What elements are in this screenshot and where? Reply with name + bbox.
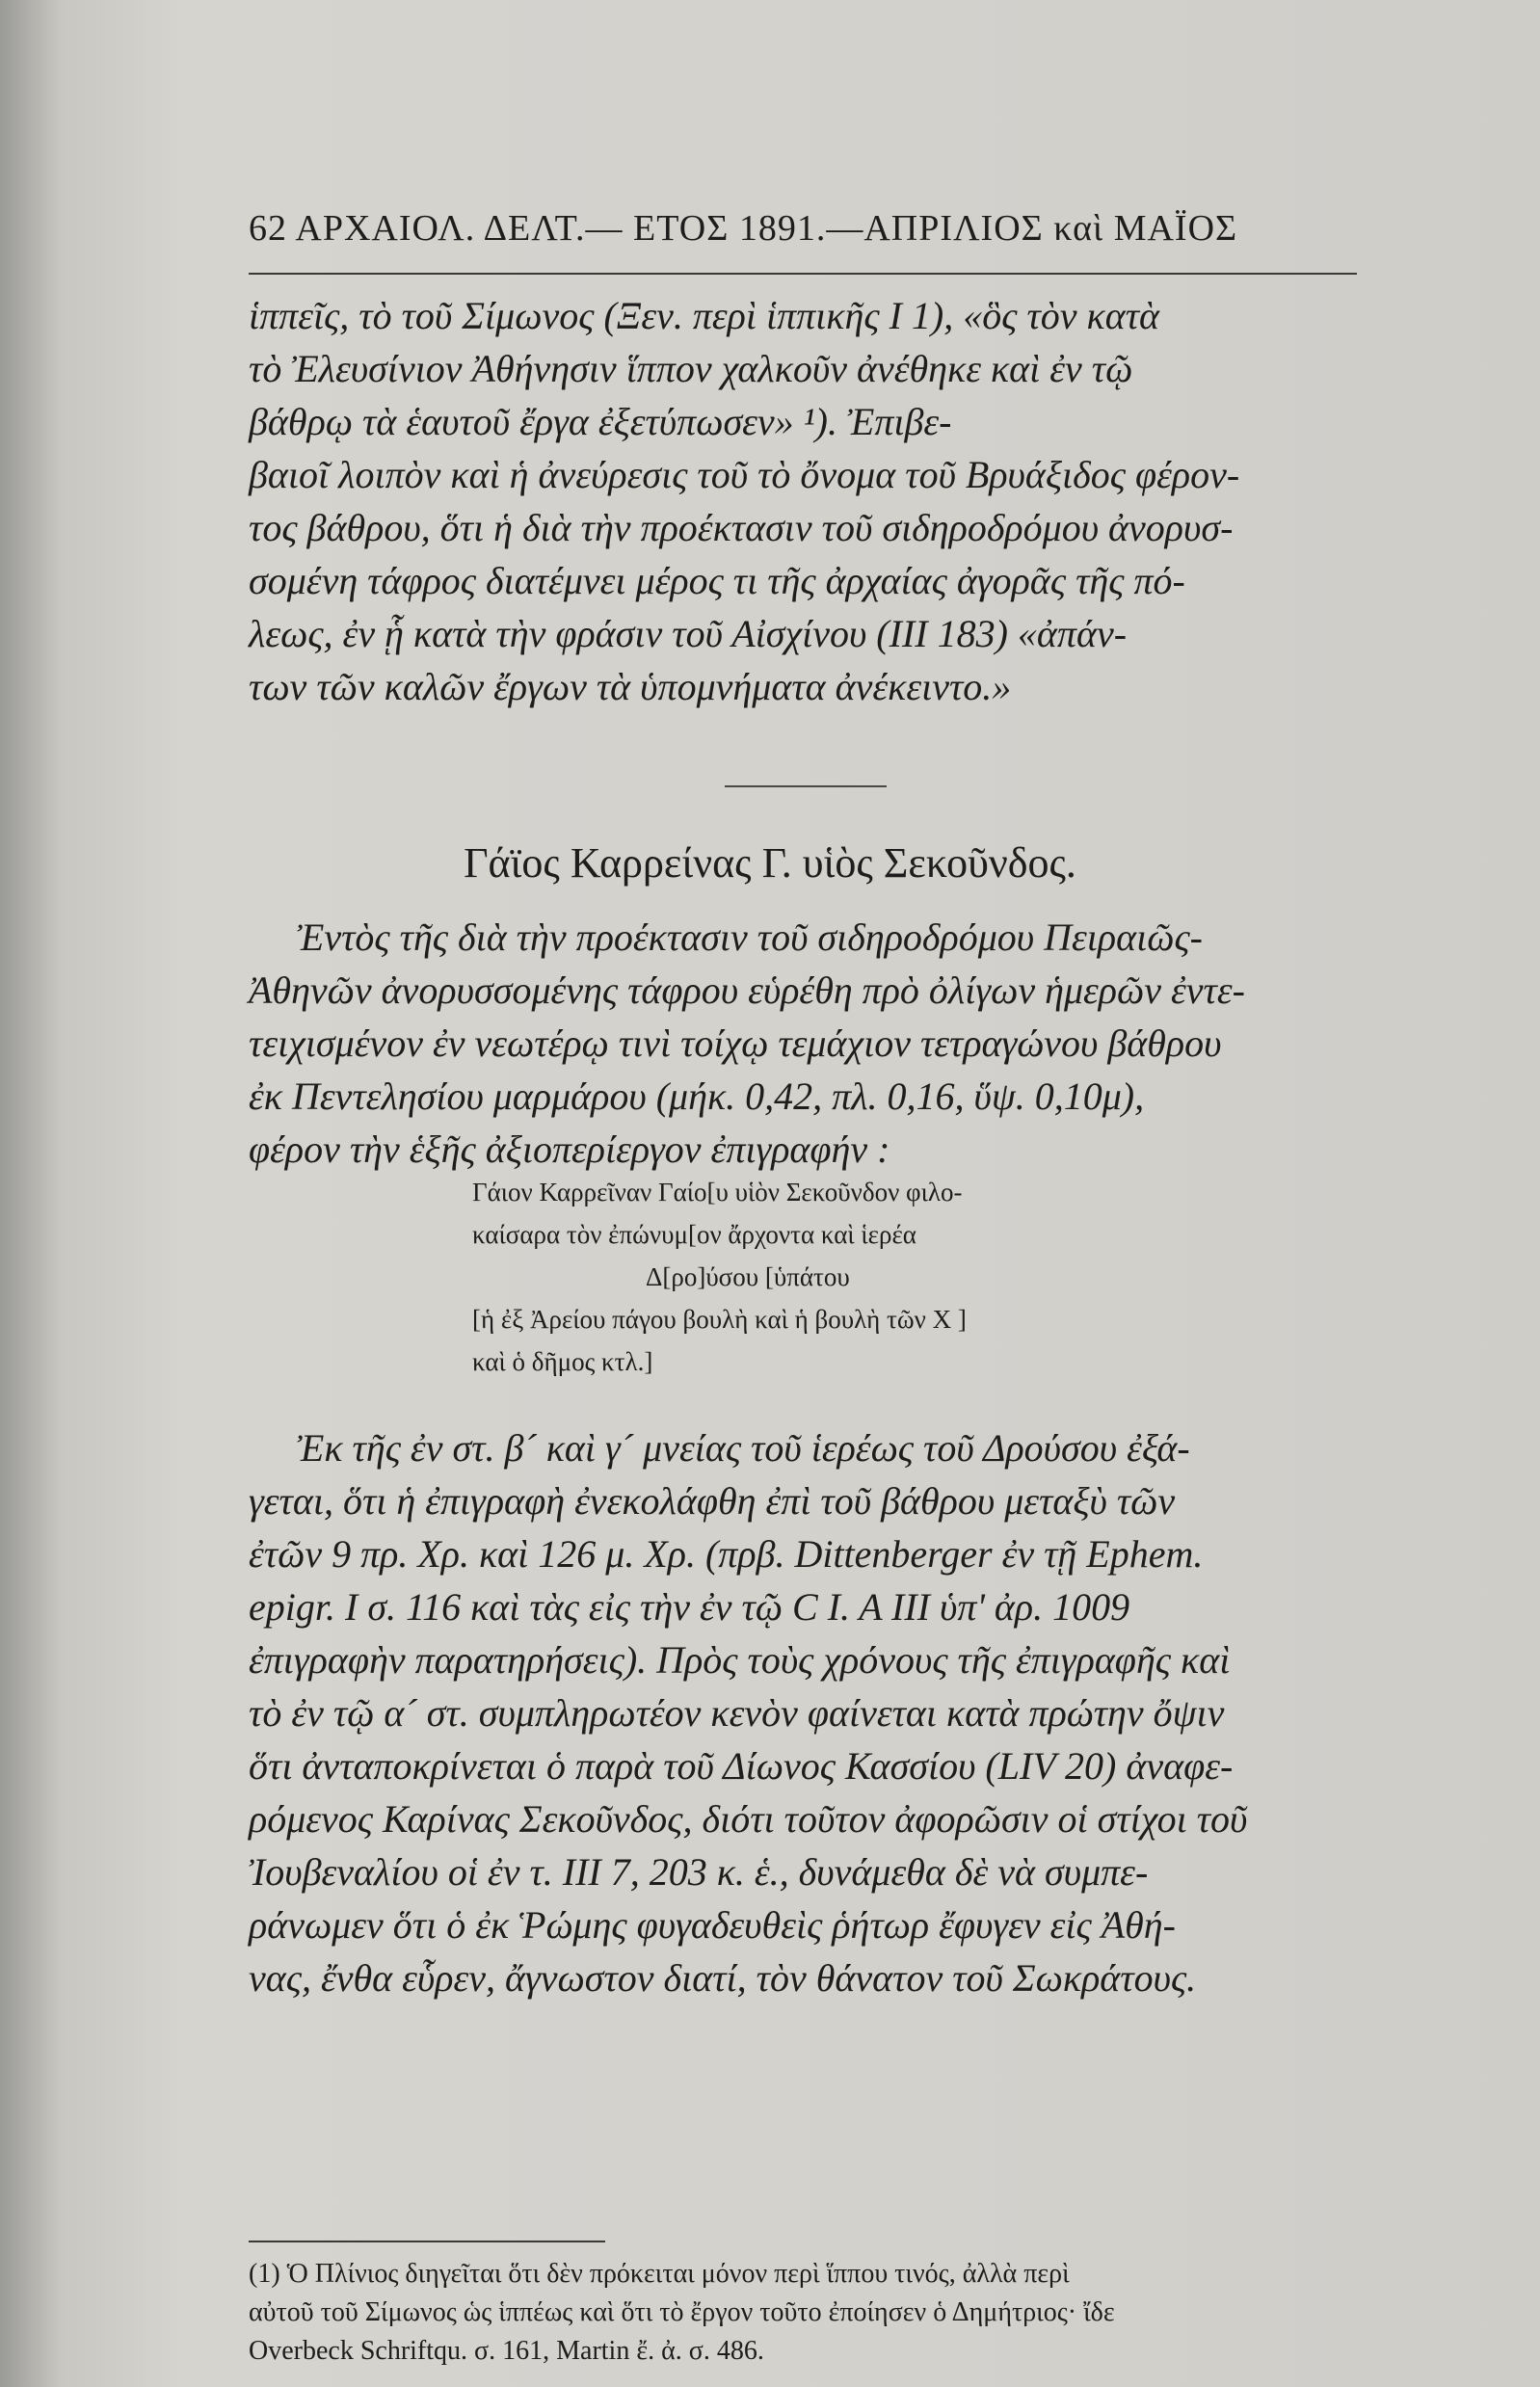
text-line: ὅτι ἀνταποκρίνεται ὁ παρὰ τοῦ Δίωνος Κασσίου (LIV 20) ἀναφε- (249, 1744, 1234, 1788)
text-line: τος βάθρου, ὅτι ἡ διὰ τὴν προέκτασιν τοῦ σιδηροδρόμου ἀνορυσ- (249, 506, 1234, 549)
paragraph-3 (249, 1421, 1357, 2004)
text-line: epigr. I σ. 116 καὶ τὰς εἰς τὴν ἐν τῷ C I. A III ὑπ' ἀρ. 1009 (249, 1585, 1130, 1629)
text-line: ράνωμεν ὅτι ὁ ἐκ Ῥώμης φυγαδευθεὶς ῥήτωρ ἔφυγεν εἰς Ἀθή- (249, 1903, 1176, 1947)
text-line: ἐκ Πεντελησίου μαρμάρου (μήκ. 0,42, πλ. 0,16, ὕψ. 0,10μ), (249, 1074, 1145, 1118)
footnote-line: Overbeck Schriftqu. σ. 161, Martin ἔ. ἀ. σ. 486. (249, 2336, 764, 2366)
text-line: λεως, ἐν ᾗ κατὰ τὴν φράσιν τοῦ Αἰσχίνου (III 183) «ἀπάν- (249, 612, 1128, 655)
header-rule (249, 273, 1357, 275)
text-line: βαιοῖ λοιπὸν καὶ ἡ ἀνεύρεσις τοῦ τὸ ὄνομα τοῦ Βρυάξιδος φέρον- (249, 453, 1240, 496)
text-line: ἐπιγραφὴν παρατηρήσεις). Πρὸς τοὺς χρόνους τῆς ἐπιγραφῆς καὶ (249, 1638, 1231, 1682)
text-line: τὸ ἐν τῷ α´ στ. συμπληρωτέον κενὸν φαίνεται κατὰ πρώτην ὄψιν (249, 1691, 1225, 1735)
footnote-line: αὐτοῦ τοῦ Σίμωνος ὡς ἱππέως καὶ ὅτι τὸ ἔργον τοῦτο ἐποίησεν ὁ Δημήτριος· ἴδε (249, 2297, 1115, 2327)
text-line: των τῶν καλῶν ἔργων τὰ ὑπομνήματα ἀνέκειντο.» (249, 665, 1012, 708)
footnote (249, 2255, 1357, 2371)
text-line: Ἐντὸς τῆς διὰ τὴν προέκτασιν τοῦ σιδηροδρόμου Πειραιῶς- (297, 915, 1203, 959)
text-line: Ἀθηνῶν ἀνορυσσομένης τάφρου εὑρέθη πρὸ ὀλίγων ἡμερῶν ἐντε- (249, 968, 1245, 1012)
paragraph-2 (249, 911, 1357, 1176)
inscription-block (472, 1171, 1340, 1383)
text-line: τὸ Ἐλευσίνιον Ἀθήνησιν ἵππον χαλκοῦν ἀνέθηκε καὶ ἐν τῷ (249, 347, 1133, 390)
inscription-line: [ἡ ἐξ Ἀρείου πάγου βουλὴ καὶ ἡ βουλὴ τῶν X ] (472, 1305, 967, 1334)
text-line: Ἰουβεναλίου οἱ ἐν τ. III 7, 203 κ. ἑ., δυνάμεθα δὲ νὰ συμπε- (249, 1850, 1149, 1894)
inscription-line: καὶ ὁ δῆμος κτλ.] (472, 1347, 653, 1376)
text-line: γεται, ὅτι ἡ ἐπιγραφὴ ἐνεκολάφθη ἐπὶ τοῦ βάθρου μεταξὺ τῶν (249, 1479, 1176, 1523)
inscription-line: καίσαρα τὸν ἐπώνυμ[ον ἄρχοντα καὶ ἱερέα (472, 1220, 916, 1249)
text-line: νας, ἔνθα εὗρεν, ἄγνωστον διατί, τὸν θάνατον τοῦ Σωκράτους. (249, 1956, 1197, 2000)
text-line: τειχισμένον ἐν νεωτέρῳ τινὶ τοίχῳ τεμάχιον τετραγώνου βάθρου (249, 1021, 1222, 1065)
footnote-line: (1) Ὁ Πλίνιος διηγεῖται ὅτι δὲν πρόκειται μόνον περὶ ἵππου τινός, ἀλλὰ περὶ (249, 2259, 1070, 2289)
text-line: ἱππεῖς, τὸ τοῦ Σίμωνος (Ξεν. περὶ ἱππικῆς I 1), «ὃς τὸν κατὰ (249, 294, 1160, 337)
running-header: 62 ΑΡΧΑΙΟΛ. ΔΕΛΤ.— ΕΤΟΣ 1891.—ΑΠΡΙΛΙΟΣ καὶ ΜΑΪΟΣ (249, 208, 1238, 249)
text-line: βάθρῳ τὰ ἑαυτοῦ ἔργα ἐξετύπωσεν» ¹). Ἐπιβε- (249, 400, 952, 443)
inscription-line: Γάιον Καρρεῖναν Γαίο[υ υἱὸν Σεκοῦνδον φιλο- (472, 1178, 963, 1207)
paragraph-1 (249, 289, 1357, 713)
text-line: ἐτῶν 9 πρ. Χρ. καὶ 126 μ. Χρ. (πρβ. Dittenberger ἐν τῇ Ephem. (249, 1532, 1204, 1576)
section-divider (725, 785, 887, 787)
text-line: φέρον τὴν ἑξῆς ἀξιοπερίεργον ἐπιγραφήν : (249, 1127, 890, 1171)
section-title: Γάϊος Καρρείνας Γ. υἱὸς Σεκοῦνδος. (464, 839, 1076, 887)
text-line: Ἐκ τῆς ἐν στ. β´ καὶ γ´ μνείας τοῦ ἱερέως τοῦ Δρούσου ἐξά- (297, 1426, 1190, 1470)
inscription-line: Δ[ρο]ύσου [ὑπάτου (646, 1262, 850, 1291)
text-line: σομένη τάφρος διατέμνει μέρος τι τῆς ἀρχαίας ἀγορᾶς τῆς πό- (249, 559, 1185, 602)
footnote-rule (249, 2241, 605, 2242)
text-line: ρόμενος Καρίνας Σεκοῦνδος, διότι τοῦτον ἀφορῶσιν οἱ στίχοι τοῦ (249, 1797, 1248, 1841)
